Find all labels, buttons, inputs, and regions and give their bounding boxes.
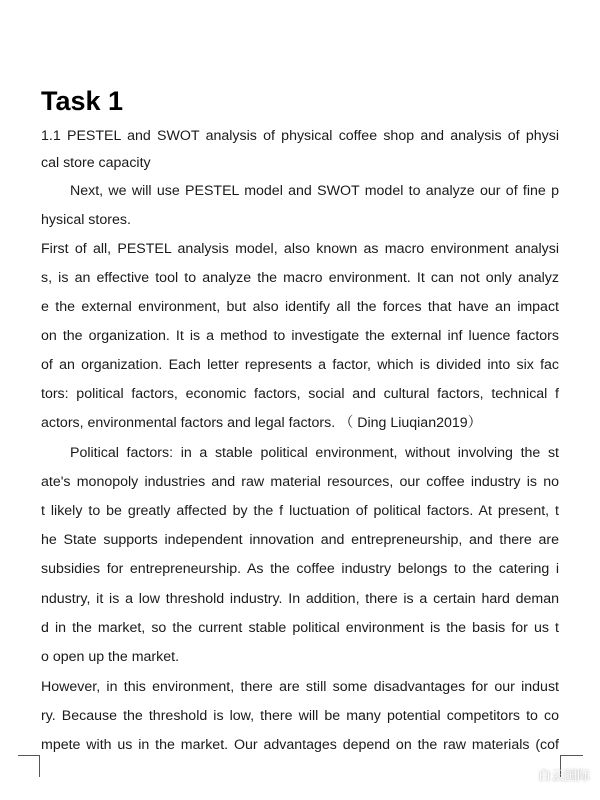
text-line: ate's monopoly industries and raw material resources, our coffee industry is no [41, 474, 559, 490]
text-line: d in the market, so the current stable political environment is the basis for us t [41, 620, 559, 636]
text-line: First of all, PESTEL analysis model, also known as macro environment analysi [41, 241, 559, 257]
text-line: mpete with us in the market. Our advantages depend on the raw materials (cof [41, 737, 559, 753]
text-line: actors, environmental factors and legal factors. （ Ding Liuqian2019） [41, 415, 482, 431]
text-line: o open up the market. [41, 649, 180, 665]
text-line: of an organization. Each letter represents a factor, which is divided into six fac [41, 357, 559, 373]
document-heading: Task 1 [41, 86, 124, 116]
text-line: 1.1 PESTEL and SWOT analysis of physical coffee shop and analysis of physi [41, 128, 559, 144]
text-line: he State supports independent innovation and entrepreneurship, and there are [41, 532, 559, 548]
text-line: ndustry, it is a low threshold industry. In addition, there is a certain hard deman [41, 591, 559, 607]
text-line: ry. Because the threshold is low, there will be many potential competitors to co [41, 708, 559, 724]
text-line: Next, we will use PESTEL model and SWOT model to analyze our of fine p [70, 183, 559, 199]
watermark-text: 白云国际 [537, 767, 590, 783]
watermark [513, 764, 590, 784]
text-line: t likely to be greatly affected by the f luctuation of political factors. At present, t [41, 503, 559, 519]
text-line: However, in this environment, there are still some disadvantages for our indust [41, 679, 559, 695]
text-line: subsidies for entrepreneurship. As the coffee industry belongs to the catering i [41, 561, 559, 577]
text-line: Political factors: in a stable political environment, without involving the st [70, 445, 559, 461]
text-line: on the organization. It is a method to investigate the external inf luence factors [41, 328, 559, 344]
wechat-icon [513, 766, 533, 782]
text-line: e the external environment, but also identify all the forces that have an impact [41, 299, 559, 315]
text-line: cal store capacity [41, 155, 151, 171]
text-line: tors: political factors, economic factors, social and cultural factors, technical f [41, 386, 559, 402]
text-line: hysical stores. [41, 212, 131, 228]
page-corner-mark-left [18, 755, 40, 777]
text-line: s, is an effective tool to analyze the macro environment. It can not only analyz [41, 270, 559, 286]
